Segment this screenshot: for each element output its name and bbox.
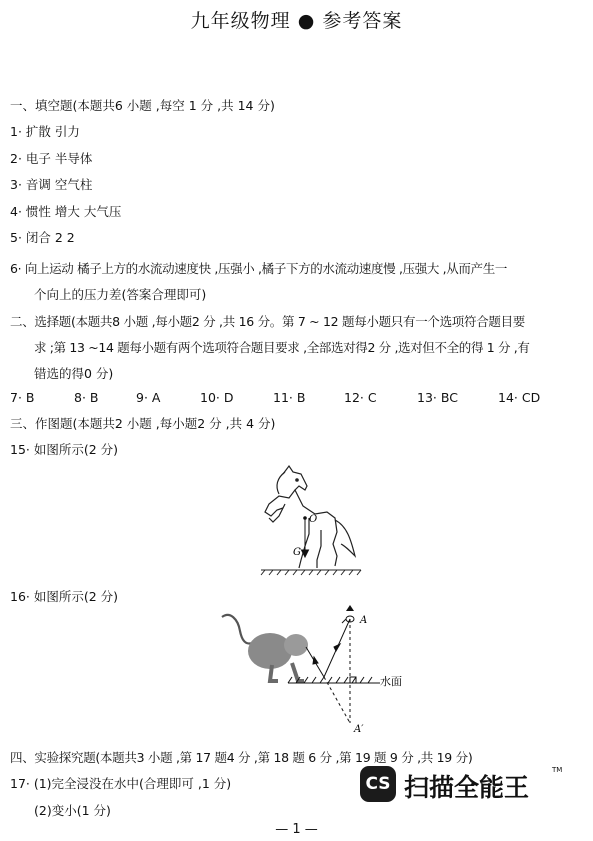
answer-q2: 2· 电子 半导体 [10,151,93,166]
page-number: — 1 — [275,822,318,837]
answer-q5: 5· 闭合 2 2 [10,230,75,245]
monkey-reflection-figure [212,605,412,740]
choice-answer: 7· B [10,390,35,405]
section-1-heading: 一、填空题(本题共6 小题 ,每空 1 分 ,共 14 分) [10,98,275,113]
section-2-heading-line2: 求 ;第 13 ~14 题每小题有两个选项符合题目要求 ,全部选对得2 分 ,选对但不全的得 1 分 ,有 [34,340,530,355]
center-of-gravity-point [303,516,307,520]
choice-answer: 9· A [136,390,161,405]
answer-q16: 16· 如图所示(2 分) [10,589,119,604]
section-2-heading-line3: 错选的得0 分) [34,366,114,381]
section-3-heading: 三、作图题(本题共2 小题 ,每小题2 分 ,共 4 分) [10,416,276,431]
section-2-heading-line1: 二、选择题(本题共8 小题 ,每小题2 分 ,共 16 分。第 7 ~ 12 题每小题只有一个选项符合题目要 [10,314,526,329]
ground-line [261,570,361,575]
choice-answer: 14· CD [498,390,541,405]
choice-answer: 10· D [200,390,234,405]
label-water-surface: 水面 [380,675,402,688]
object-a-marker [342,605,354,623]
choice-answer: 12· C [344,390,377,405]
answer-q17-part1: 17· (1)完全浸没在水中(合理即可 ,1 分) [10,776,232,791]
choice-answer: 11· B [273,390,306,405]
watermark-trademark: TM [552,766,563,774]
answer-q15: 15· 如图所示(2 分) [10,442,119,457]
horse-gravity-figure [255,460,365,578]
section-4-heading: 四、实验探究题(本题共3 小题 ,第 17 题4 分 ,第 18 题 6 分 ,第 19 题 9 分 ,共 19 分) [10,750,473,765]
answer-q6-line1: 6· 向上运动 橘子上方的水流动速度快 ,压强小 ,橘子下方的水流动速度慢 ,压强大 ,从而产生一 [10,261,508,276]
label-a-prime: A′ [354,724,364,735]
light-rays [306,619,350,723]
label-o: O [309,514,318,525]
answer-q1: 1· 扩散 引力 [10,124,80,139]
label-g: G [293,547,301,558]
answer-q6-line2: 个向上的压力差(答案合理即可) [34,287,207,302]
monkey-drawing [222,615,308,681]
label-a: A [360,615,368,626]
choice-answer: 8· B [74,390,99,405]
answer-q17-part2: (2)变小(1 分) [34,803,111,818]
camscanner-logo-icon: CS [360,766,396,802]
watermark-text: 扫描全能王 [404,773,530,802]
camscanner-watermark [360,766,563,806]
choice-answer: 13· BC [417,390,458,405]
answer-q4: 4· 惯性 增大 大气压 [10,204,122,219]
page-title: 九年级物理 ● 参考答案 [190,10,403,32]
answer-q3: 3· 音调 空气柱 [10,177,93,192]
